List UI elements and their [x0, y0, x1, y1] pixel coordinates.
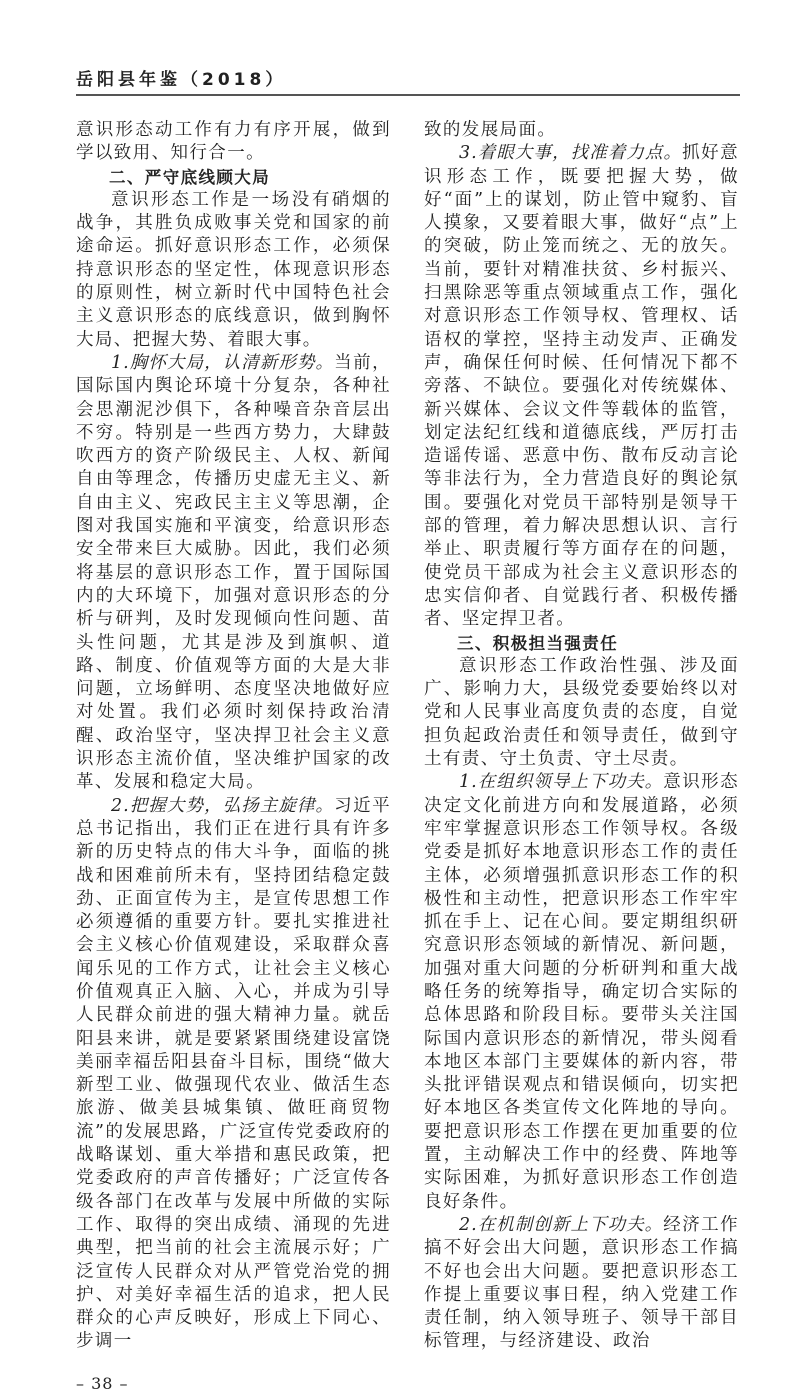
paragraph	[76, 795, 391, 1354]
paragraph-continuation: 致的发展局面。	[424, 120, 557, 140]
paragraph-body: 意识形态决定文化前进方向和发展道路，必须牢牢掌握意识形态工作领导权。各级党委是抓好本地意识形态工作的责任主体，必须增强抓意识形态工作的积极性和主动性，把意识形态工作牢牢抓在手上、记在心间。要定期组织研究意识形态领域的新情况、新问题，加强对重大问题的分析研判和重大战略任务的统筹指导，确定切合实际的总体思路和阶段目标。要带头关注国际国内意识形态的新情况，带头阅看本地区本部门主要媒体的新内容，带头批评错误观点和错误倾向，切实把好本地区各类宣传文化阵地的导向。要把意识形态工作摆在更加重要的位置，主动解决工作中的经费、阵地等实际困难，为抓好意识形态工作创造良好条件。	[424, 772, 739, 1212]
paragraph	[76, 352, 391, 795]
paragraph-continuation: 意识形态动工作有力有序开展，做到学以致用、知行合一。	[76, 120, 391, 164]
subheading-lead: 3.着眼大事，找准着力点。	[459, 143, 683, 164]
section-heading-2: 二、严守底线顾大局	[109, 167, 271, 187]
paragraph	[424, 1214, 739, 1354]
section-heading-3: 三、积极担当强责任	[457, 633, 619, 653]
subheading-lead: 2.把握大势，弘扬主旋律。	[111, 795, 335, 816]
paragraph: 意识形态工作是一场没有硝烟的战争，其胜负成败事关党和国家的前途命运。抓好意识形态工作，必须保持意识形态的坚定性，体现意识形态的原则性，树立新时代中国特色社会主义意识形态的底线意识，做到胸怀大局、把握大势、着眼大事。	[76, 189, 391, 350]
paragraph: 意识形态工作政治性强、涉及面广、影响力大，县级党委要始终以对党和人民事业高度负责的态度，自觉担负起政治责任和领导责任，做到守土有责、守土负责、守土尽责。	[424, 655, 739, 770]
subheading-lead: 1.在组织领导上下功夫。	[459, 772, 664, 793]
paragraph	[424, 771, 739, 1214]
paragraph-body: 经济工作搞不好会出大问题，意识形态工作搞不好也会出大问题。要把意识形态工作提上重要议事日程，纳入党建工作责任制，纳入领导班子、领导干部目标管理，与经济建设、政治	[424, 1214, 739, 1352]
left-column	[76, 119, 391, 1394]
subheading-lead: 2.在机制创新上下功夫。	[459, 1214, 664, 1235]
paragraph-body: 习近平总书记指出，我们正在进行具有许多新的历史特点的伟大斗争，面临的挑战和困难前所未有，坚持团结稳定鼓劲、正面宣传为主，是宣传思想工作必须遵循的重要方针。要扎实推进社会主义核心价值观建设，采取群众喜闻乐见的工作方式，让社会主义核心价值观真正入脑、入心，并成为引导人民群众前进的强大精神力量。就岳阳县来讲，就是要紧紧围绕建设富饶美丽幸福岳阳县奋斗目标，围绕“做大新型工业、做强现代农业、做活生态旅游、做美县城集镇、做旺商贸物流”的发展思路，广泛宣传党委政府的战略谋划、重大举措和惠民政策，把党委政府的声音传播好；广泛宣传各级各部门在改革与发展中所做的实际工作、取得的突出成绩、涌现的先进典型，把当前的社会主流展示好；广泛宣传人民群众对从严管党治党的拥护、对美好幸福生活的追求，把人民群众的心声反映好，形成上下同心、步调一	[76, 795, 391, 1352]
right-column	[424, 119, 739, 1354]
paragraph-body: 当前，国际国内舆论环境十分复杂，各种社会思潮泥沙俱下，各种噪音杂音层出不穷。特别是一些西方势力，大肆鼓吹西方的资产阶级民主、人权、新闻自由等理念，传播历史虚无主义、新自由主义、宪政民主主义等思潮，企图对我国实施和平演变，给意识形态安全带来巨大威胁。因此，我们必须将基层的意识形态工作，置于国际国内的大环境下，加强对意识形态的分析与研判，及时发现倾向性问题、苗头性问题，尤其是涉及到旗帜、道路、制度、价值观等方面的大是大非问题，立场鲜明、态度坚决地做好应对处置。我们必须时刻保持政治清醒、政治坚守，坚决捍卫社会主义意识形态主流价值，坚决维护国家的改革、发展和稳定大局。	[76, 352, 391, 793]
paragraph	[424, 142, 739, 631]
subheading-lead: 1.胸怀大局，认清新形势。	[111, 352, 335, 373]
page-number: – 38 –	[76, 1373, 129, 1393]
running-head-title: 岳阳县年鉴（2018）	[76, 70, 287, 90]
header-rule	[76, 94, 740, 96]
paragraph-body: 抓好意识形态工作，既要把握大势，做好“面”上的谋划，防止管中窥豹、盲人摸象，又要着眼大事，做好“点”上的突破，防止笼而统之、无的放矢。当前，要针对精准扶贫、乡村振兴、扫黑除恶等重点领域重点工作，强化对意识形态工作领导权、管理权、话语权的掌控，坚持主动发声、正确发声，确保任何时候、任何情况下都不旁落、不缺位。要强化对传统媒体、新兴媒体、会议文件等载体的监管，划定法纪红线和道德底线，严厉打击造谣传谣、恶意中伤、散布反动言论等非法行为，全力营造良好的舆论氛围。要强化对党员干部特别是领导干部的管理，着力解决思想认识、言行举止、职责履行等方面存在的问题，使党员干部成为社会主义意识形态的忠实信仰者、自觉践行者、积极传播者、坚定捍卫者。	[424, 143, 739, 630]
